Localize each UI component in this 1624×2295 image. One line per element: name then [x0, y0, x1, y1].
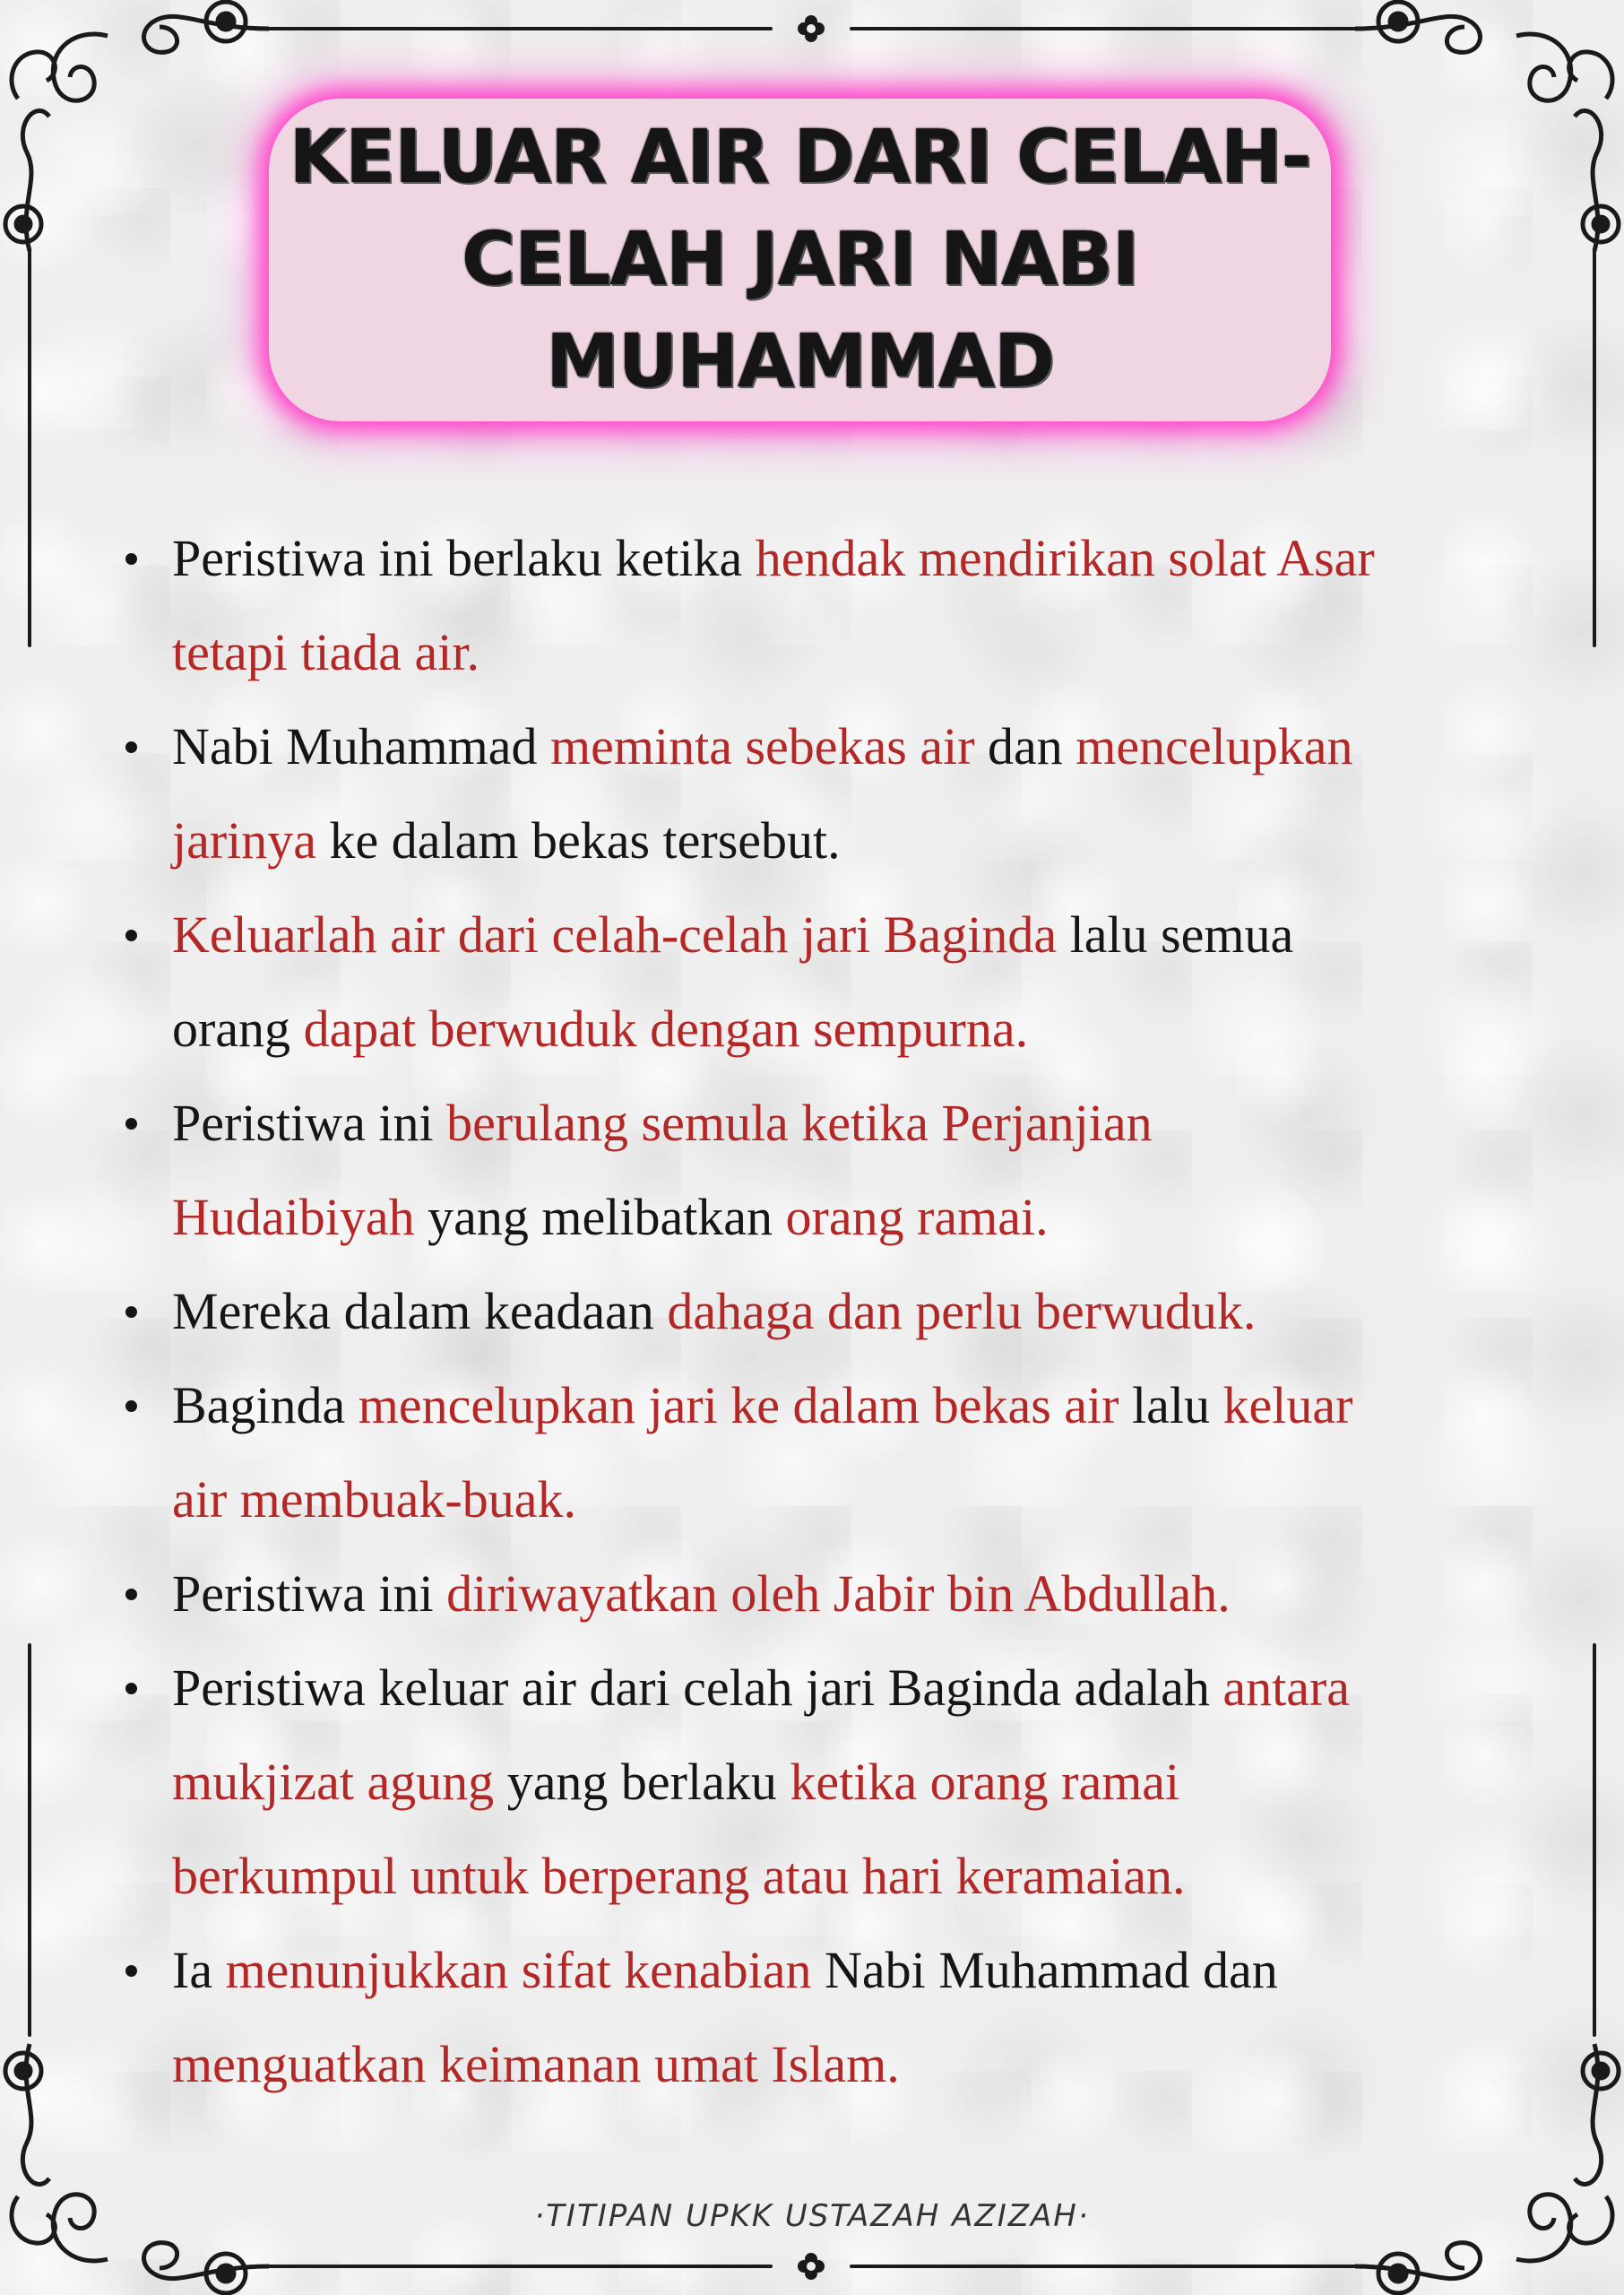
body-text: Peristiwa keluar air dari celah jari Baginda adalah	[172, 1658, 1223, 1717]
footer-credit: ·TITIPAN UPKK USTAZAH AZIZAH·	[534, 2198, 1090, 2234]
bullet-line	[172, 1076, 1551, 1170]
highlighted-text: keluar	[1222, 1376, 1353, 1434]
body-text: Mereka dalam keadaan	[172, 1282, 668, 1340]
bullet-line	[172, 1170, 1551, 1264]
highlighted-text: menunjukkan sifat kenabian	[225, 1941, 812, 1999]
corner-ornament-top-left-icon	[5, 2, 269, 251]
body-text: Ia	[172, 1941, 226, 1999]
title-line-1: KELUAR AIR DARI CELAH-	[289, 115, 1311, 200]
bullet-item	[117, 1076, 1551, 1264]
body-text: lalu semua	[1057, 905, 1294, 964]
bullet-dot-icon	[125, 1589, 137, 1600]
body-text: Peristiwa ini	[172, 1094, 447, 1152]
fleuron-bottom-icon	[798, 2253, 825, 2280]
body-text: Baginda	[172, 1376, 358, 1434]
bullet-item	[117, 1641, 1551, 1923]
bullet-line	[172, 1829, 1551, 1923]
bullet-line	[172, 1641, 1551, 1735]
fleuron-top-icon	[798, 15, 825, 42]
body-text: Nabi Muhammad dan	[811, 1941, 1278, 1999]
bullet-line	[172, 1735, 1551, 1829]
bullet-line	[172, 1452, 1551, 1546]
bullet-dot-icon	[125, 1965, 137, 1977]
body-text: orang	[172, 1000, 304, 1058]
bullet-item	[117, 1358, 1551, 1546]
title-line-2: CELAH JARI NABI	[461, 217, 1139, 302]
bullet-line	[172, 1923, 1551, 2017]
bullet-dot-icon	[125, 553, 137, 565]
bullet-dot-icon	[125, 1306, 137, 1318]
highlighted-text: dahaga dan perlu berwuduk.	[667, 1282, 1257, 1340]
body-text: Peristiwa ini berlaku ketika	[172, 529, 756, 587]
body-text: ke dalam bekas tersebut.	[316, 811, 841, 870]
highlighted-text: Keluarlah air dari celah-celah jari Baginda	[172, 905, 1058, 964]
bullet-dot-icon	[125, 1400, 137, 1412]
body-text: lalu	[1119, 1376, 1223, 1434]
bullet-item	[117, 1264, 1551, 1358]
bullet-line	[172, 1264, 1551, 1358]
bullet-item	[117, 1546, 1551, 1641]
bullet-item	[117, 1923, 1551, 2111]
bullet-item	[117, 888, 1551, 1076]
highlighted-text: mencelupkan jari ke dalam bekas air	[358, 1376, 1119, 1434]
bullet-line	[172, 2017, 1551, 2111]
bullet-line	[172, 982, 1551, 1076]
bullet-dot-icon	[125, 1683, 137, 1694]
corner-ornament-top-right-icon	[1355, 2, 1619, 251]
bullet-line	[172, 605, 1551, 699]
highlighted-text: meminta sebekas air	[550, 717, 975, 775]
highlighted-text: berulang semula ketika Perjanjian	[446, 1094, 1153, 1152]
bullet-dot-icon	[125, 930, 137, 941]
body-text: yang melibatkan	[414, 1188, 786, 1246]
bullet-item	[117, 699, 1551, 888]
highlighted-text: berkumpul untuk berperang atau hari keramaian.	[172, 1847, 1186, 1905]
highlighted-text: hendak mendirikan solat Asar	[755, 529, 1375, 587]
body-text: Nabi Muhammad	[172, 717, 551, 775]
highlighted-text: dapat berwuduk dengan sempurna.	[303, 1000, 1029, 1058]
highlighted-text: antara	[1222, 1658, 1351, 1717]
highlighted-text: orang ramai.	[785, 1188, 1049, 1246]
bullet-line	[172, 793, 1551, 888]
bullet-list	[117, 511, 1551, 2111]
body-text: dan	[974, 717, 1076, 775]
bullet-line	[172, 699, 1551, 793]
highlighted-text: jarinya	[172, 811, 317, 870]
highlighted-text: air membuak-buak.	[172, 1470, 576, 1529]
highlighted-text: Hudaibiyah	[172, 1188, 415, 1246]
bullet-item	[117, 511, 1551, 699]
body-text: Peristiwa ini	[172, 1564, 447, 1623]
highlighted-text: mukjizat agung	[172, 1753, 495, 1811]
bullet-line	[172, 1546, 1551, 1641]
highlighted-text: tetapi tiada air.	[172, 623, 480, 681]
title-line-3: MUHAMMAD	[545, 319, 1054, 404]
bullet-line	[172, 1358, 1551, 1452]
bullet-line	[172, 511, 1551, 605]
bullet-line	[172, 888, 1551, 982]
highlighted-text: menguatkan keimanan umat Islam.	[172, 2035, 900, 2093]
highlighted-text: diriwayatkan oleh Jabir bin Abdullah.	[446, 1564, 1231, 1623]
highlighted-text: ketika orang ramai	[790, 1753, 1180, 1811]
highlighted-text: mencelupkan	[1075, 717, 1353, 775]
bullet-dot-icon	[125, 741, 137, 753]
body-text: yang berlaku	[494, 1753, 790, 1811]
title-banner	[269, 99, 1331, 421]
bullet-dot-icon	[125, 1118, 137, 1130]
